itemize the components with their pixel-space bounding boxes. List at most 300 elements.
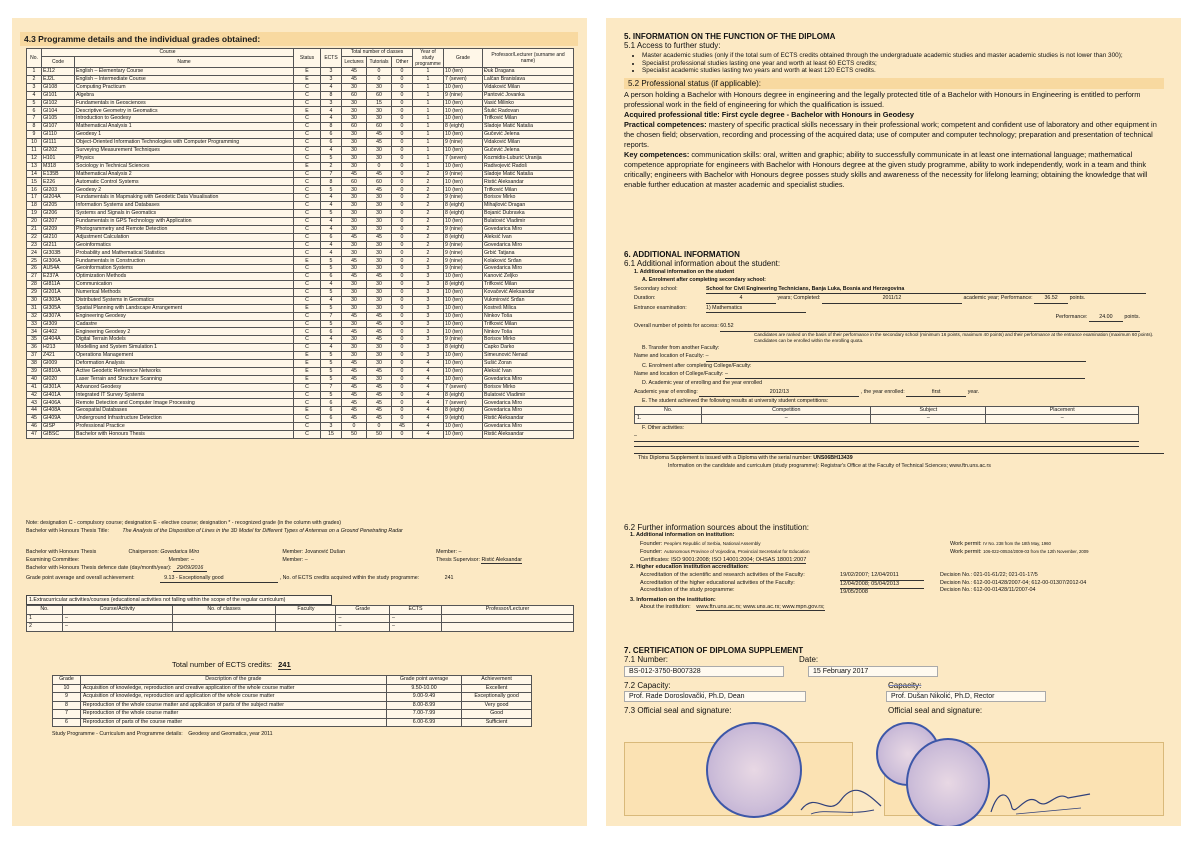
table-row [27, 391, 574, 399]
s52-p3-label: Practical competences: [624, 119, 707, 129]
course-tutorials: 30 [367, 146, 392, 154]
course-other: 0 [392, 139, 413, 147]
founder1-label: Founder: [640, 540, 663, 547]
course-status: C [294, 265, 321, 273]
row-no: 11 [27, 146, 42, 154]
course-other: 0 [392, 146, 413, 154]
competitions-table [634, 406, 1139, 424]
course-name: Engineering Geodesy 2 [75, 328, 294, 336]
s71-title: 7.1 Number: [624, 655, 669, 664]
course-lectures: 45 [342, 407, 367, 415]
s72-title: 7.2 Capacity: [624, 681, 671, 690]
table-row [27, 233, 574, 241]
course-status: C [294, 210, 321, 218]
course-other: 0 [392, 336, 413, 344]
course-lectures: 60 [342, 178, 367, 186]
row-no: 40 [27, 375, 42, 383]
course-ects: 5 [321, 375, 342, 383]
course-tutorials: 0 [367, 75, 392, 83]
course-year: 1 [413, 107, 444, 115]
course-grade: 10 (ten) [444, 107, 483, 115]
grades-row [53, 684, 532, 693]
course-professor: Đuk Dragana [483, 68, 574, 76]
course-status: C [294, 91, 321, 99]
course-ects: 4 [321, 194, 342, 202]
course-tutorials: 45 [367, 383, 392, 391]
course-grade: 8 (eight) [444, 344, 483, 352]
table-row [27, 288, 574, 296]
table-row [27, 131, 574, 139]
course-grade: 8 (eight) [444, 233, 483, 241]
course-lectures: 30 [342, 288, 367, 296]
course-status: E [294, 162, 321, 170]
course-ects: 2 [321, 162, 342, 170]
c-name-label: Name and location of College/Faculty: [634, 371, 724, 378]
course-code: GI401A [42, 391, 75, 399]
table-row [27, 162, 574, 170]
study-programme-label: Study Programme - Curriculum and Programme details: [52, 731, 183, 737]
course-name: English – Elementary Course [75, 68, 294, 76]
table-row [27, 186, 574, 194]
acc3-label: Accreditation of the study programme: [640, 587, 735, 594]
course-other: 0 [392, 233, 413, 241]
course-tutorials: 45 [367, 186, 392, 194]
course-ects: 3 [321, 68, 342, 76]
course-year: 4 [413, 375, 444, 383]
course-tutorials: 45 [367, 415, 392, 423]
grades-cell: 7.00-7.99 [386, 710, 461, 719]
course-code: GI009 [42, 359, 75, 367]
grades-cell: Good [462, 710, 532, 719]
extra-cell [172, 614, 276, 623]
course-ects: 6 [321, 139, 342, 147]
row-no: 23 [27, 241, 42, 249]
row-no: 30 [27, 296, 42, 304]
course-other: 0 [392, 225, 413, 233]
course-status: C [294, 296, 321, 304]
course-professor: Borisov Mirko [483, 336, 574, 344]
course-name: Information Systems and Databases [75, 202, 294, 210]
course-grade: 9 (nine) [444, 91, 483, 99]
course-grade: 10 (ten) [444, 312, 483, 320]
course-name: Cadastre [75, 320, 294, 328]
course-grade: 8 (eight) [444, 210, 483, 218]
competition-cell: – [986, 415, 1139, 424]
grades-cell: 6 [53, 718, 81, 727]
course-professor: Gučević Jelena [483, 146, 574, 154]
course-year: 1 [413, 115, 444, 123]
course-code: E226 [42, 178, 75, 186]
course-lectures: 30 [342, 146, 367, 154]
course-code: GI020 [42, 375, 75, 383]
course-ects: 6 [321, 407, 342, 415]
s52-p3: mastery of specific practical skills necessary in their professional work; competent and confident use of laboratory and other equipment in the chosen field; observation, recording and processing of the acquired data; use of computer and computer technology; preparation and presentation of technical reports. [624, 119, 1157, 149]
total-ects-label: Total number of ECTS credits: [172, 660, 273, 669]
table-row [27, 281, 574, 289]
years-completed-label: years; Completed: [777, 295, 821, 302]
course-grade: 9 (nine) [444, 139, 483, 147]
course-other: 0 [392, 170, 413, 178]
course-code: GI111 [42, 139, 75, 147]
course-other: 0 [392, 83, 413, 91]
s73-title: 7.3 Official seal and signature: [624, 706, 732, 715]
course-professor: Borisov Mirko [483, 383, 574, 391]
course-lectures: 45 [342, 391, 367, 399]
row-no: 24 [27, 249, 42, 257]
d-year-label: Academic year of enrolling: [634, 388, 698, 395]
acc2: 12/04/2008; 05/04/2013 [840, 581, 924, 590]
s7-title: 7. CERTIFICATION OF DIPLOMA SUPPLEMENT [624, 646, 804, 655]
course-lectures: 30 [342, 281, 367, 289]
serial: UNS06BH13439 [813, 454, 853, 461]
course-status: C [294, 139, 321, 147]
course-status: C [294, 430, 321, 438]
course-other: 0 [392, 367, 413, 375]
course-code: EJ12 [42, 68, 75, 76]
course-other: 0 [392, 68, 413, 76]
total-ects-value: 241 [278, 660, 291, 669]
course-professor: Bulatović Vladimir [483, 217, 574, 225]
extra-cell [276, 623, 336, 632]
course-professor: Govedarica Miro [483, 265, 574, 273]
extra-header: Professor/Lecturer [442, 606, 574, 615]
course-grade: 10 (ten) [444, 217, 483, 225]
course-other: 0 [392, 186, 413, 194]
course-year: 2 [413, 257, 444, 265]
course-professor: Govedarica Miro [483, 399, 574, 407]
serial-label: This Diploma Supplement is issued with a Diploma with the serial number: [638, 454, 812, 461]
course-other: 0 [392, 202, 413, 210]
row-no: 13 [27, 162, 42, 170]
course-year: 2 [413, 178, 444, 186]
course-year: 3 [413, 288, 444, 296]
acc3-dec: Decision No.: 612-00-01428/11/2007-04 [940, 587, 1036, 594]
founder1: People's Republic of Serbia, National Assembly [663, 540, 761, 546]
date-title: Date: [799, 655, 819, 664]
course-professor: Čapko Darko [483, 344, 574, 352]
row-no: 26 [27, 265, 42, 273]
course-name: Descriptive Geometry in Geomatics [75, 107, 294, 115]
course-status: C [294, 123, 321, 131]
course-grade: 10 (ten) [444, 99, 483, 107]
course-lectures: 45 [342, 312, 367, 320]
course-year: 1 [413, 139, 444, 147]
member-label-2: Member: [168, 557, 190, 563]
course-name: Engineering Geodesy [75, 312, 294, 320]
course-lectures: 30 [342, 336, 367, 344]
extra-cell [442, 614, 574, 623]
course-ects: 4 [321, 107, 342, 115]
course-name: Mathematical Analysis 2 [75, 170, 294, 178]
course-other: 0 [392, 296, 413, 304]
course-grade: 9 (nine) [444, 265, 483, 273]
course-other: 0 [392, 257, 413, 265]
about: www.ftn.uns.ac.rs; www.uns.ac.rs; www.mpn.gov.rs; [696, 604, 825, 611]
row-no: 16 [27, 186, 42, 194]
course-name: Communication [75, 281, 294, 289]
course-lectures: 45 [342, 273, 367, 281]
s6-title: 6. ADDITIONAL INFORMATION [624, 250, 740, 259]
row-no: 36 [27, 344, 42, 352]
ai-l1: 1. Additional information on the student [634, 269, 735, 275]
course-year: 2 [413, 217, 444, 225]
course-year: 2 [413, 194, 444, 202]
course-ects: 5 [321, 154, 342, 162]
course-grade: 10 (ten) [444, 375, 483, 383]
course-year: 2 [413, 202, 444, 210]
table-row [27, 304, 574, 312]
course-lectures: 30 [342, 162, 367, 170]
course-other: 0 [392, 312, 413, 320]
course-status: E [294, 352, 321, 360]
s62-l3: 3. Information on the institution: [630, 596, 716, 603]
ects-total: 241 [444, 575, 454, 581]
course-other: 0 [392, 273, 413, 281]
course-grade: 10 (ten) [444, 359, 483, 367]
course-professor: Šimeunović Nenad [483, 352, 574, 360]
course-year: 3 [413, 296, 444, 304]
extra-header: Course/Activity [62, 606, 172, 615]
course-year: 4 [413, 415, 444, 423]
course-tutorials: 30 [367, 210, 392, 218]
col-status: Status [294, 49, 321, 68]
course-tutorials: 45 [367, 273, 392, 281]
right-page [606, 18, 1181, 826]
committee-block [26, 548, 574, 583]
course-ects: 4 [321, 115, 342, 123]
course-grade: 10 (ten) [444, 320, 483, 328]
row-no: 10 [27, 139, 42, 147]
course-name: Geoinformatics [75, 241, 294, 249]
course-tutorials: 30 [367, 304, 392, 312]
course-other: 0 [392, 91, 413, 99]
course-tutorials: 15 [367, 99, 392, 107]
row-no: 9 [27, 131, 42, 139]
course-grade: 9 (eight) [444, 415, 483, 423]
course-status: C [294, 344, 321, 352]
table-row [27, 178, 574, 186]
s51-item: • Specialist academic studies lasting two years and worth at least 120 ECTS credits. [642, 67, 1164, 75]
gpa-label: Grade point average and overall achievement: [26, 575, 135, 581]
course-lectures: 45 [342, 257, 367, 265]
course-ects: 5 [321, 257, 342, 265]
course-grade: 9 (nine) [444, 241, 483, 249]
course-professor: Trifković Milan [483, 281, 574, 289]
course-status: C [294, 415, 321, 423]
s52-p2: Acquired professional title: First cycle degree - Bachelor with Honours in Geodesy [624, 109, 914, 119]
table-row [27, 154, 574, 162]
row-no: 33 [27, 320, 42, 328]
course-name: Geodesy 2 [75, 186, 294, 194]
table-row [27, 257, 574, 265]
course-status: C [294, 99, 321, 107]
course-code: GI101 [42, 91, 75, 99]
course-year: 1 [413, 91, 444, 99]
course-tutorials: 30 [367, 344, 392, 352]
course-other: 0 [392, 344, 413, 352]
course-lectures: 45 [342, 375, 367, 383]
course-lectures: 30 [342, 265, 367, 273]
course-tutorials: 60 [367, 123, 392, 131]
extra-cell [172, 623, 276, 632]
course-grade: 10 (ten) [444, 146, 483, 154]
info-label: Information on the candidate and curriculum (study programme): [668, 463, 820, 470]
course-professor: Govedarica Miro [483, 407, 574, 415]
course-name: Sociology in Technical Sciences [75, 162, 294, 170]
course-grade: 10 (ten) [444, 83, 483, 91]
course-ects: 5 [321, 320, 342, 328]
course-year: 3 [413, 328, 444, 336]
course-other: 0 [392, 178, 413, 186]
extra-header: No. [27, 606, 63, 615]
col-other: Other [392, 56, 413, 67]
course-grade: 8 (eight) [444, 202, 483, 210]
s52-p4: communication skills: oral, written and graphic; ability to successfully communicate in at least one international language; mathematical competence appropriate for engineers with Bachelor with Honours degree at the given study programme, ability to work independently, work in a team and think critically; engineers with Bachelor with Honours degree posses study skills and awareness of the necessity for lifelong learning; obtaining the knowledge that will enable further education at master academic and specialist studies. [624, 149, 1148, 189]
course-lectures: 30 [342, 83, 367, 91]
d-enrolled-label: , the year enrolled: [860, 388, 905, 395]
table-row [27, 352, 574, 360]
course-professor: Borisov Mirko [483, 194, 574, 202]
course-year: 2 [413, 249, 444, 257]
course-status: C [294, 178, 321, 186]
course-name: Computing Practicum [75, 83, 294, 91]
row-no: 43 [27, 399, 42, 407]
col-name: Name [75, 56, 294, 67]
extracurricular-block [26, 595, 574, 632]
table-row [27, 146, 574, 154]
course-status: C [294, 146, 321, 154]
table-row [27, 107, 574, 115]
extra-cell: 2 [27, 623, 63, 632]
course-code: GIBSC [42, 430, 75, 438]
course-lectures: 45 [342, 75, 367, 83]
course-ects: 7 [321, 312, 342, 320]
course-tutorials: 50 [367, 430, 392, 438]
table-row [27, 68, 574, 76]
course-professor: Aleksić Ivan [483, 233, 574, 241]
table-row [27, 265, 574, 273]
course-tutorials: 45 [367, 170, 392, 178]
course-grade: 10 (ten) [444, 131, 483, 139]
course-other: 0 [392, 217, 413, 225]
course-tutorials: 30 [367, 107, 392, 115]
table-row [27, 91, 574, 99]
course-code: AU54A [42, 265, 75, 273]
course-professor: Sladoje Matić Nataša [483, 123, 574, 131]
capacity-2: Prof. Dušan Nikolić, Ph.D, Rector [886, 691, 1046, 702]
s52-body [624, 90, 1164, 190]
course-name: Advanced Geodesy [75, 383, 294, 391]
course-other: 0 [392, 375, 413, 383]
course-name: Geodesy 1 [75, 131, 294, 139]
table-row [27, 170, 574, 178]
course-code: H213 [42, 344, 75, 352]
grades-cell: Reproduction of the whole course matter and application of parts of the subject matter [80, 701, 386, 710]
course-other: 0 [392, 288, 413, 296]
additional-info [634, 268, 1164, 471]
course-ects: 5 [321, 367, 342, 375]
table-row [27, 296, 574, 304]
member-3: – [304, 557, 308, 563]
extra-cell: – [336, 623, 390, 632]
col-course: Course [42, 49, 294, 57]
course-other: 0 [392, 210, 413, 218]
course-tutorials: 30 [367, 154, 392, 162]
row-no: 29 [27, 288, 42, 296]
university-seal-icon [906, 738, 990, 826]
course-name: Remote Detection and Computer Image Processing [75, 399, 294, 407]
points-label-1: points. [1069, 295, 1086, 302]
table-row [27, 210, 574, 218]
rector-signature-icon [986, 784, 1096, 820]
course-status: C [294, 391, 321, 399]
table-row [27, 202, 574, 210]
course-name: Geospatial Databases [75, 407, 294, 415]
course-tutorials: 60 [367, 91, 392, 99]
course-code: M318 [42, 162, 75, 170]
table-row [27, 328, 574, 336]
table-row [27, 123, 574, 131]
c-label: C. Enrolment after completing College/Faculty: [642, 362, 752, 369]
course-year: 4 [413, 423, 444, 431]
course-lectures: 45 [342, 359, 367, 367]
row-no: 28 [27, 281, 42, 289]
extra-cell: – [390, 614, 442, 623]
course-name: Automatic Control Systems [75, 178, 294, 186]
competition-header: Competition [702, 406, 871, 415]
founder2: Autonomous Province of Vojvodina, Provincial Secretariat for Education [663, 549, 810, 555]
course-code: GI105 [42, 115, 75, 123]
course-tutorials: 45 [367, 336, 392, 344]
acc2-dec: Decision No.: 612-00-01428/2007-04; 612-00-01307/2012-04 [940, 579, 1087, 586]
course-lectures: 30 [342, 249, 367, 257]
extra-cell [442, 623, 574, 632]
course-professor: Ninkov Toša [483, 328, 574, 336]
course-status: C [294, 399, 321, 407]
course-other: 0 [392, 265, 413, 273]
course-year: 1 [413, 162, 444, 170]
course-lectures: 45 [342, 328, 367, 336]
course-status: C [294, 383, 321, 391]
course-code: GI301A [42, 383, 75, 391]
row-no: 5 [27, 99, 42, 107]
col-tutorials: Tutorials [367, 56, 392, 67]
course-tutorials: 45 [367, 328, 392, 336]
section-7 [624, 646, 1164, 715]
row-no: 4 [27, 91, 42, 99]
course-ects: 4 [321, 146, 342, 154]
row-no: 18 [27, 202, 42, 210]
col-total-classes: Total number of classes [342, 49, 413, 57]
course-ects: 6 [321, 273, 342, 281]
s52-p1: A person holding a Bachelor with Honours degree in engineering and the legally protected title of a Bachelor with Honours in Engineering is entitled to perform professional work in the field of engineering for which the qualification is issued. [624, 89, 1141, 109]
course-tutorials: 30 [367, 83, 392, 91]
school: School for Civil Engineering Technicians, Banja Luka, Bosnia and Herzegovina [706, 285, 1146, 294]
s51-item: • Specialist professional studies lasting one year and worth at least 60 ECTS credits; [642, 60, 1164, 68]
course-status: C [294, 131, 321, 139]
course-code: GI104 [42, 107, 75, 115]
dean-signature-icon [796, 788, 886, 820]
extra-row [27, 623, 574, 632]
thesis-title-row [26, 527, 574, 535]
course-status: C [294, 194, 321, 202]
course-name: Introduction to Geodesy [75, 115, 294, 123]
course-ects: 3 [321, 99, 342, 107]
academic-year-label: academic year; Performance: [963, 295, 1033, 302]
course-grade: 8 (eight) [444, 123, 483, 131]
course-lectures: 45 [342, 233, 367, 241]
row-no: 14 [27, 170, 42, 178]
